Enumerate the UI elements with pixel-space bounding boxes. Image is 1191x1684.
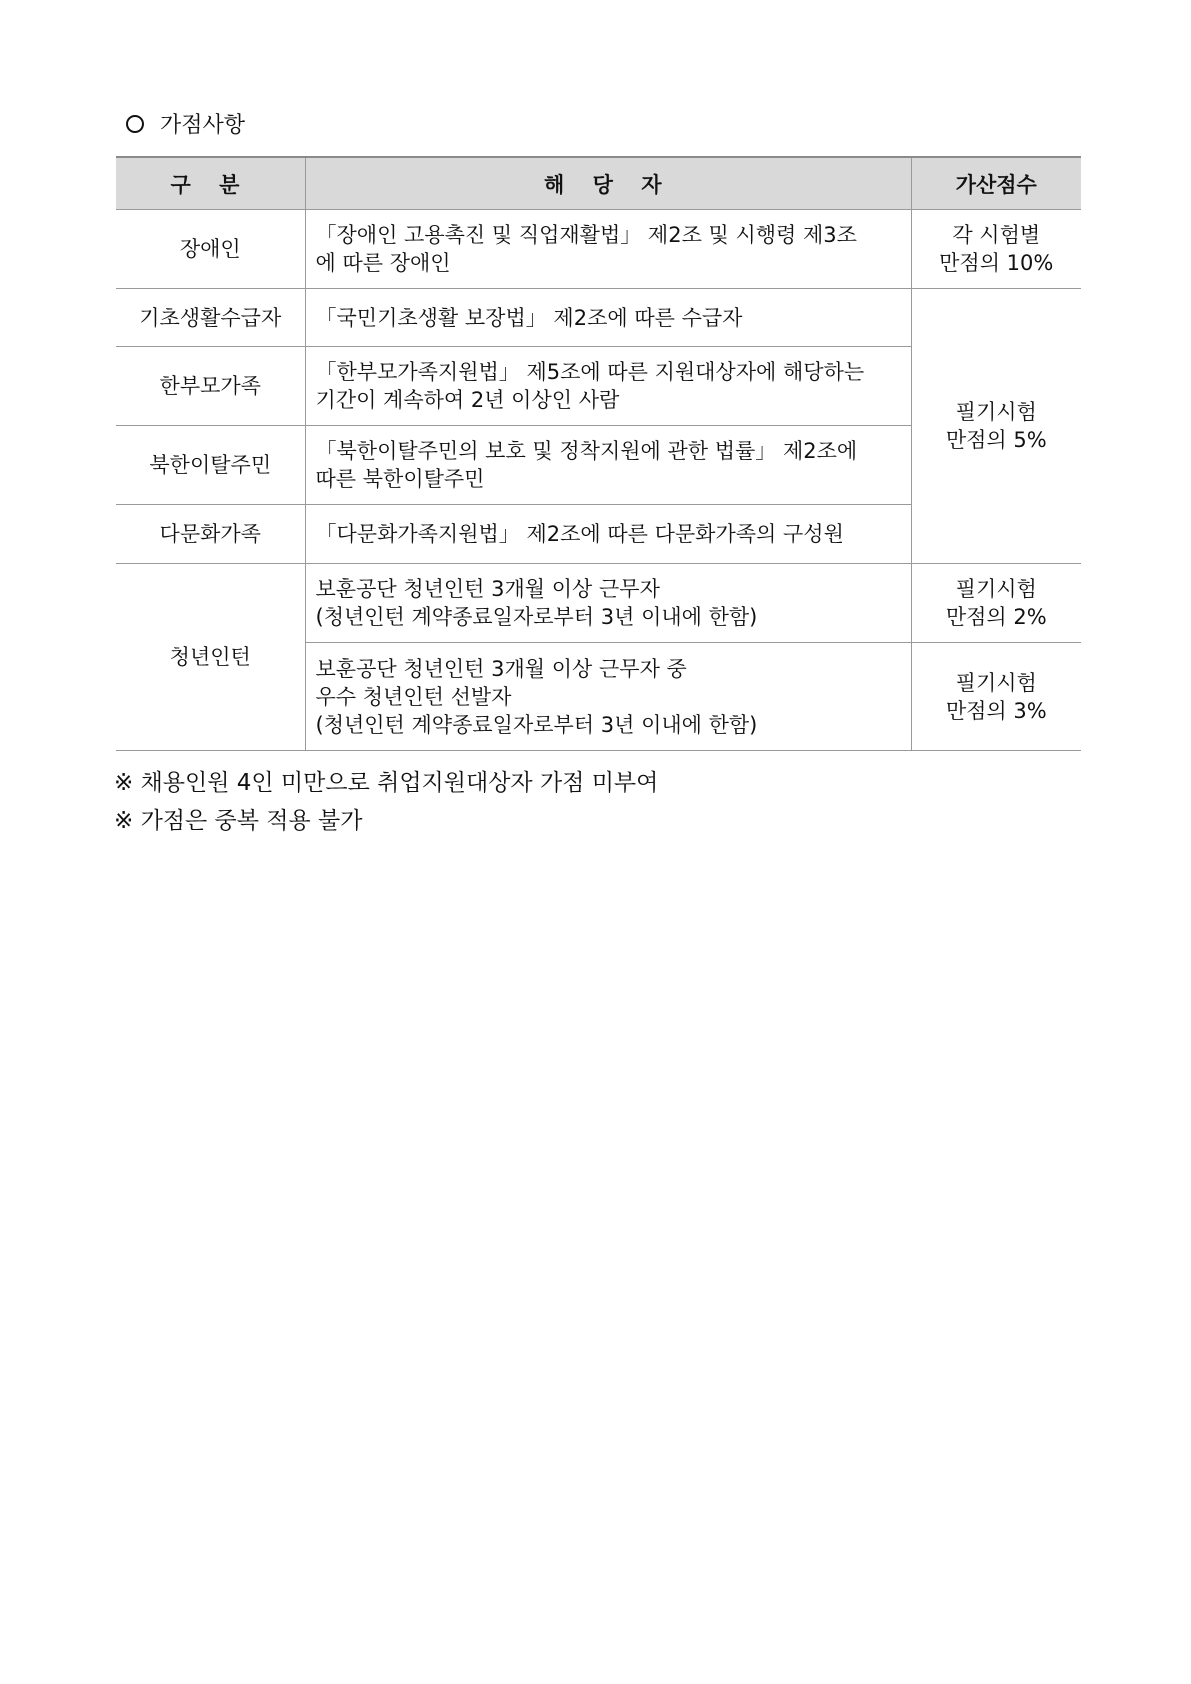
table-header-row [116, 157, 1081, 210]
row-category: 북한이탈주민 [116, 426, 305, 505]
section-title: 가점사항 [160, 113, 246, 138]
table-row [116, 564, 1081, 643]
row-description: 「다문화가족지원법」 제2조에 따른 다문화가족의 구성원 [305, 505, 911, 564]
section-heading [126, 108, 245, 139]
row-description: 「장애인 고용촉진 및 직업재활법」 제2조 및 시행령 제3조 에 따른 장애인 [305, 210, 911, 289]
row-description: 「한부모가족지원법」 제5조에 따른 지원대상자에 해당하는 기간이 계속하여 2년 이상인 사람 [305, 347, 911, 426]
row-description: 보훈공단 청년인턴 3개월 이상 근무자 (청년인턴 계약종료일자로부터 3년 이내에 한함) [305, 564, 911, 643]
row-category: 기초생활수급자 [116, 289, 305, 347]
bonus-points-table [116, 156, 1081, 751]
header-category: 구 분 [116, 157, 305, 210]
note-line: ※ 채용인원 4인 미만으로 취업지원대상자 가점 미부여 [114, 770, 659, 796]
header-eligible: 해 당 자 [305, 157, 911, 210]
row-category: 장애인 [116, 210, 305, 289]
note-line: ※ 가점은 중복 적용 불가 [114, 808, 363, 834]
row-description: 「국민기초생활 보장법」 제2조에 따른 수급자 [305, 289, 911, 347]
row-description: 보훈공단 청년인턴 3개월 이상 근무자 중 우수 청년인턴 선발자 (청년인턴 계약종료일자로부터 3년 이내에 한함) [305, 643, 911, 751]
row-score: 필기시험 만점의 2% [911, 564, 1081, 643]
table-row [116, 289, 1081, 347]
row-score: 필기시험 만점의 3% [911, 643, 1081, 751]
row-description: 「북한이탈주민의 보호 및 정착지원에 관한 법률」 제2조에 따른 북한이탈주민 [305, 426, 911, 505]
row-category: 한부모가족 [116, 347, 305, 426]
row-score: 각 시험별 만점의 10% [911, 210, 1081, 289]
row-category: 다문화가족 [116, 505, 305, 564]
header-score: 가산점수 [911, 157, 1081, 210]
circle-bullet-icon [126, 115, 144, 133]
notes [114, 764, 658, 840]
table-row [116, 210, 1081, 289]
merged-score: 필기시험 만점의 5% [911, 289, 1081, 564]
row-category: 청년인턴 [116, 564, 305, 751]
